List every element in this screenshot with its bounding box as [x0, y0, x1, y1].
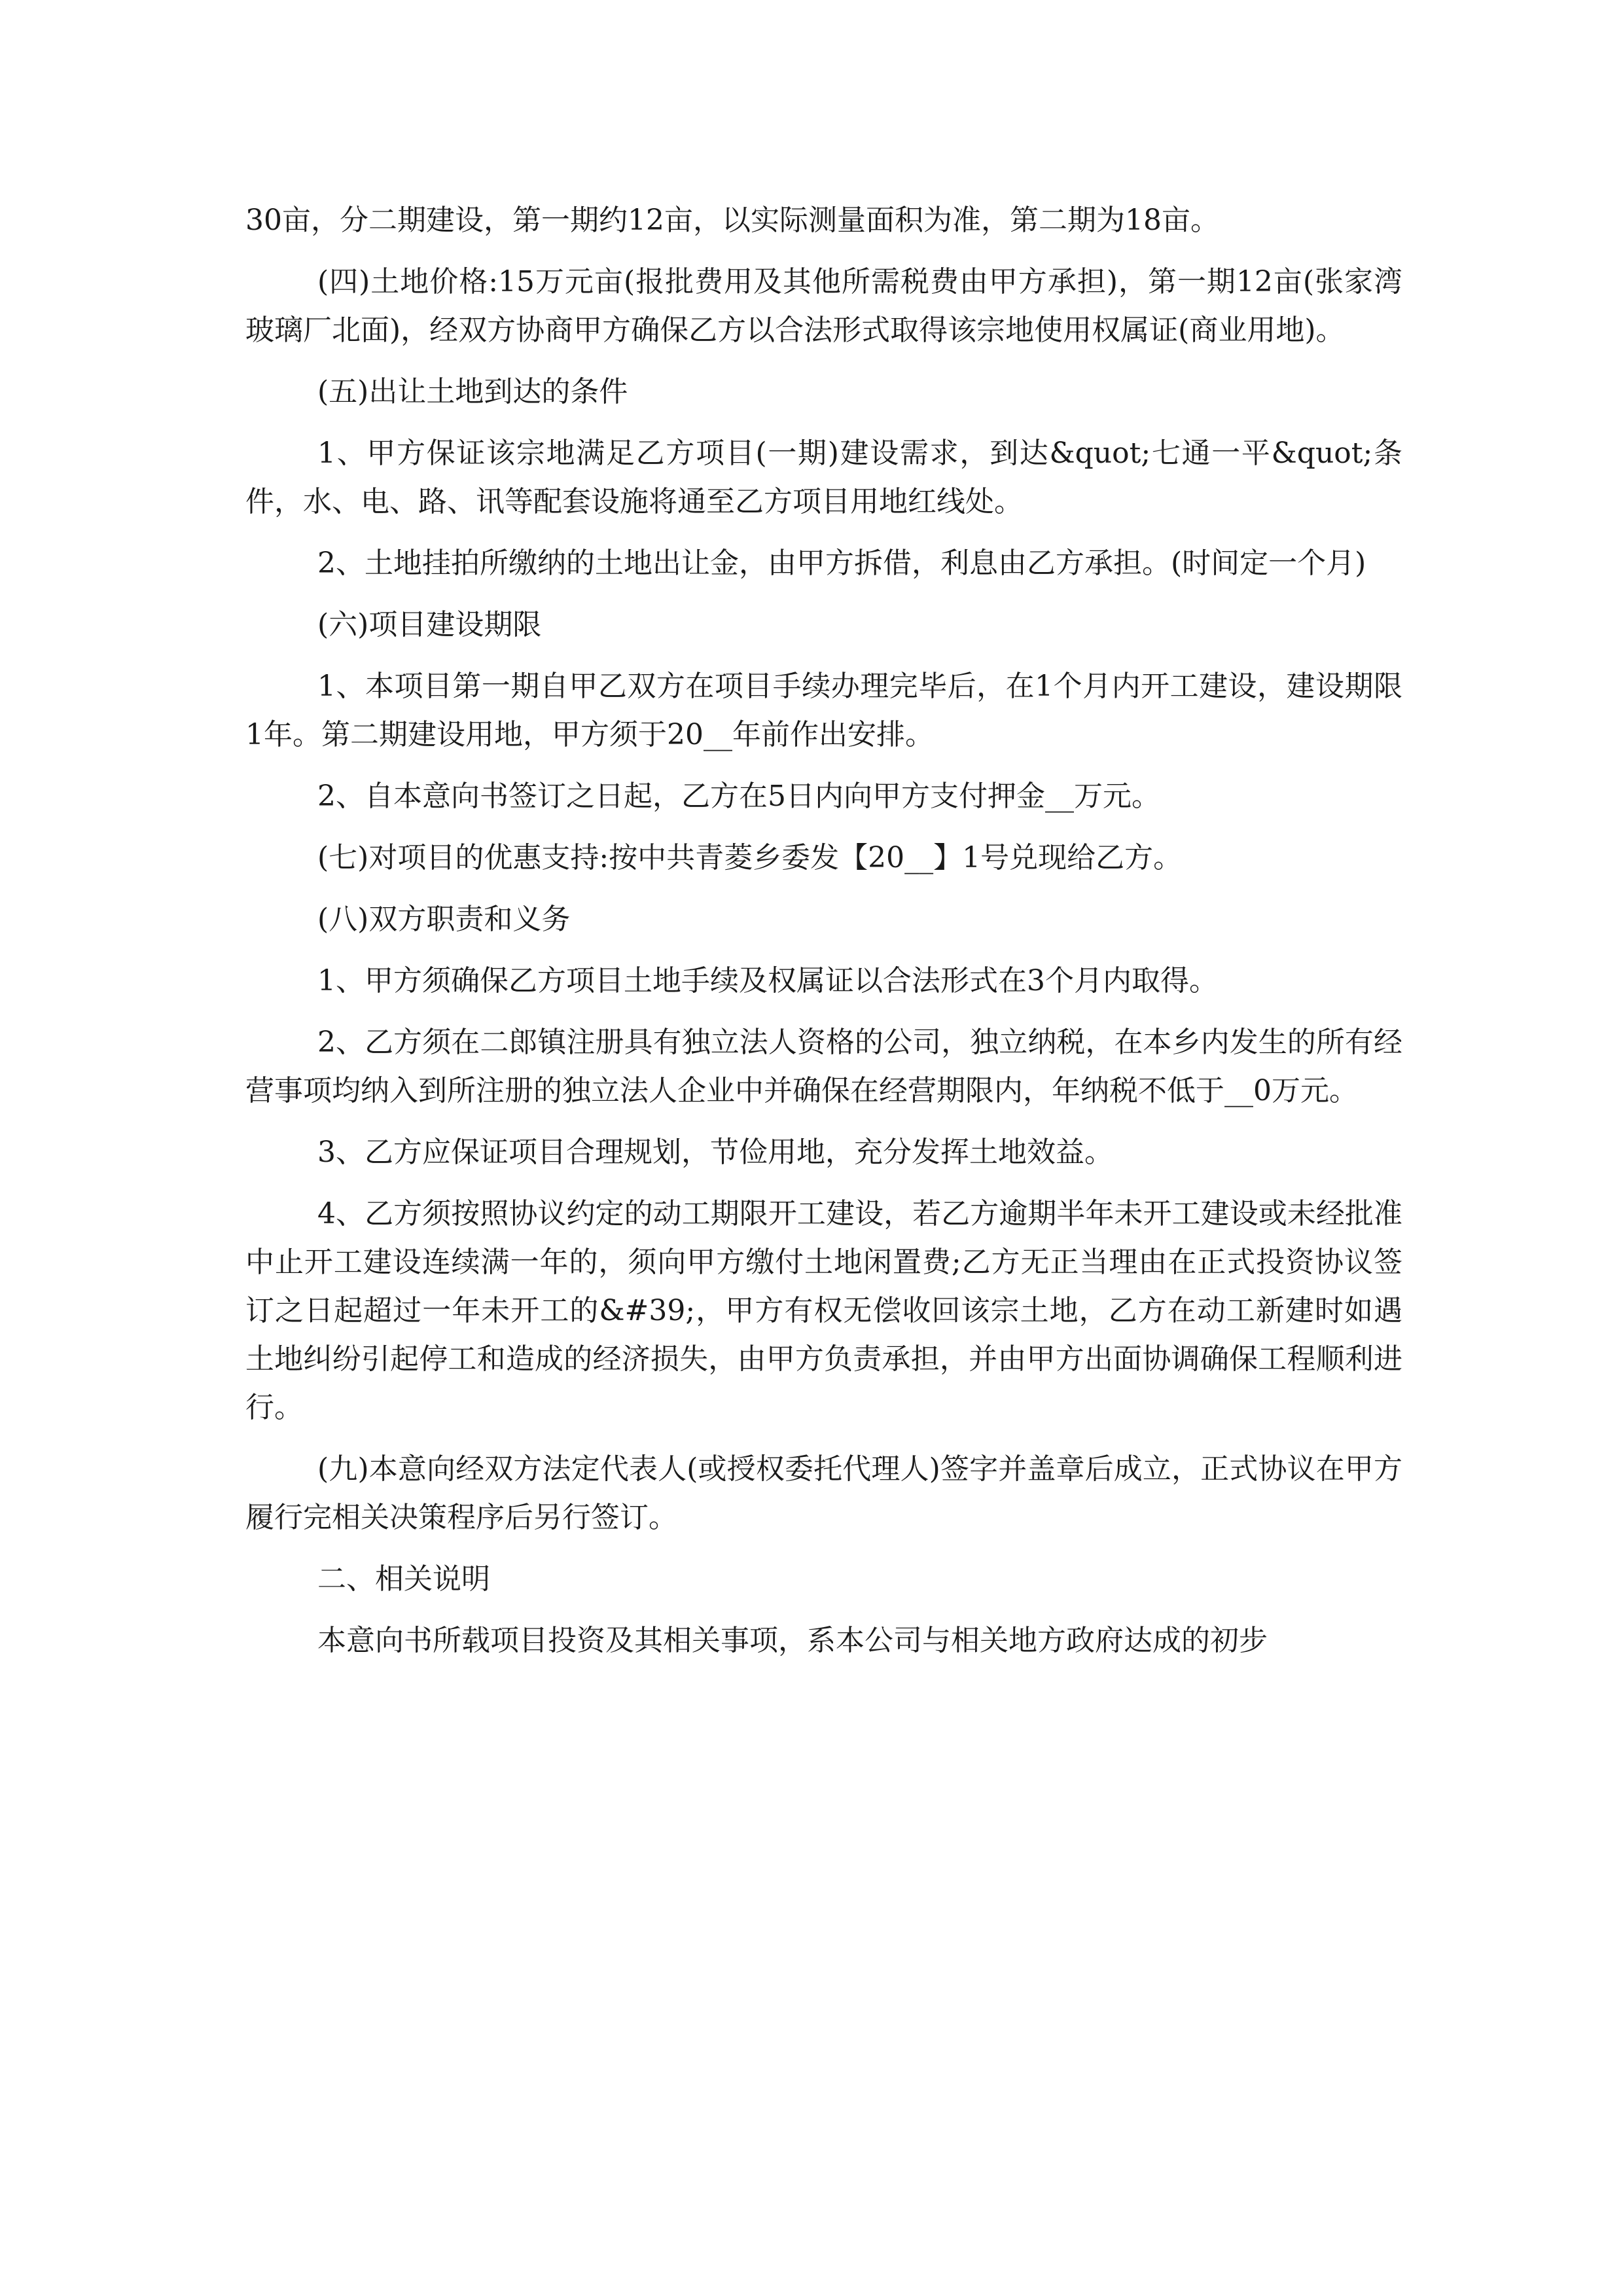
section-heading-related-notes: 二、相关说明: [317, 1562, 490, 1596]
paragraph-duty-1: 1、甲方须确保乙方项目土地手续及权属证以合法形式在3个月内取得。: [317, 964, 1218, 997]
paragraph-preferential-support: (七)对项目的优惠支持:按中共青菱乡委发【20__】1号兑现给乙方。: [317, 841, 1183, 874]
paragraph-construction-period-2: 2、自本意向书签订之日起，乙方在5日内向甲方支付押金__万元。: [317, 780, 1160, 813]
paragraph-related-notes: 本意向书所载项目投资及其相关事项，系本公司与相关地方政府达成的初步: [317, 1624, 1268, 1657]
document-page: [245, 196, 1402, 1678]
section-heading-duties: (八)双方职责和义务: [317, 903, 571, 936]
paragraph-effectiveness: (九)本意向经双方法定代表人(或授权委托代理人)签字并盖章后成立，正式协议在甲方履行完相关决策程序后另行签订。: [245, 1452, 1402, 1534]
section-heading-construction-period: (六)项目建设期限: [317, 608, 542, 641]
paragraph-transfer-condition-2: 2、土地挂拍所缴纳的土地出让金，由甲方拆借，利息由乙方承担。(时间定一个月): [317, 547, 1366, 580]
paragraph-land-area: 30亩，分二期建设，第一期约12亩，以实际测量面积为准，第二期为18亩。: [245, 204, 1219, 237]
section-heading-transfer-conditions: (五)出让土地到达的条件: [317, 375, 628, 408]
paragraph-duty-3: 3、乙方应保证项目合理规划，节俭用地，充分发挥土地效益。: [317, 1136, 1113, 1169]
paragraph-duty-4: 4、乙方须按照协议约定的动工期限开工建设，若乙方逾期半年未开工建设或未经批准中止开工建设连续满一年的，须向甲方缴付土地闲置费;乙方无正当理由在正式投资协议签订之日起超过一年未开工的&#39;，甲方有权无偿收回该宗土地，乙方在动工新建时如遇土地纠纷引起停工和造成的经济损失，由甲方负责承担，并由甲方出面协调确保工程顺利进行。: [245, 1197, 1402, 1424]
paragraph-land-price: (四)土地价格:15万元亩(报批费用及其他所需税费由甲方承担)，第一期12亩(张家湾玻璃厂北面)，经双方协商甲方确保乙方以合法形式取得该宗地使用权属证(商业用地)。: [245, 265, 1402, 347]
paragraph-duty-2: 2、乙方须在二郎镇注册具有独立法人资格的公司，独立纳税，在本乡内发生的所有经营事项均纳入到所注册的独立法人企业中并确保在经营期限内，年纳税不低于__0万元。: [245, 1026, 1402, 1107]
paragraph-transfer-condition-1: 1、甲方保证该宗地满足乙方项目(一期)建设需求，到达&quot;七通一平&quot;条件，水、电、路、讯等配套设施将通至乙方项目用地红线处。: [245, 437, 1402, 518]
paragraph-construction-period-1: 1、本项目第一期自甲乙双方在项目手续办理完毕后，在1个月内开工建设，建设期限1年。第二期建设用地，甲方须于20__年前作出安排。: [245, 670, 1402, 751]
